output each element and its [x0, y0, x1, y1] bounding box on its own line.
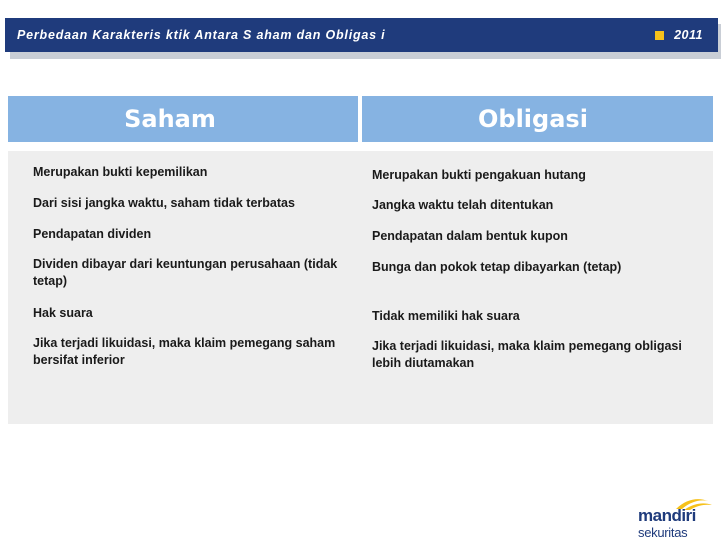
obligasi-row-3: Pendapatan dalam bentuk kupon [372, 229, 568, 243]
yellow-square-icon [655, 31, 664, 40]
saham-row-1: Merupakan bukti kepemilikan [33, 165, 208, 179]
slide-title: Perbedaan Karakteris ktik Antara S aham dan Obligas i [17, 28, 386, 42]
title-bar [5, 18, 718, 52]
saham-title: Saham [124, 105, 216, 133]
obligasi-column-header [362, 96, 713, 142]
saham-row-2: Dari sisi jangka waktu, saham tidak terbatas [33, 196, 295, 210]
saham-column-header [8, 96, 358, 142]
saham-row-5: Hak suara [33, 306, 93, 320]
year-label: 2011 [674, 28, 703, 42]
saham-row-4: Dividen dibayar dari keuntungan perusahaan (tidak tetap) [33, 257, 338, 288]
obligasi-row-6: Jika terjadi likuidasi, maka klaim pemegang obligasi lebih diutamakan [372, 339, 682, 370]
obligasi-row-4: Bunga dan pokok tetap dibayarkan (tetap) [372, 260, 622, 274]
logo-word-mandiri: mandiri [638, 506, 696, 525]
obligasi-row-2: Jangka waktu telah ditentukan [372, 198, 554, 212]
obligasi-row-1: Merupakan bukti pengakuan hutang [372, 168, 586, 182]
saham-row-3: Pendapatan dividen [33, 227, 152, 241]
mandiri-sekuritas-logo [636, 495, 720, 541]
obligasi-row-5: Tidak memiliki hak suara [372, 309, 520, 323]
saham-row-6: Jika terjadi likuidasi, maka klaim pemegang saham bersifat inferior [33, 336, 336, 367]
logo-word-sekuritas: sekuritas [638, 525, 688, 540]
obligasi-title: Obligasi [478, 105, 588, 133]
